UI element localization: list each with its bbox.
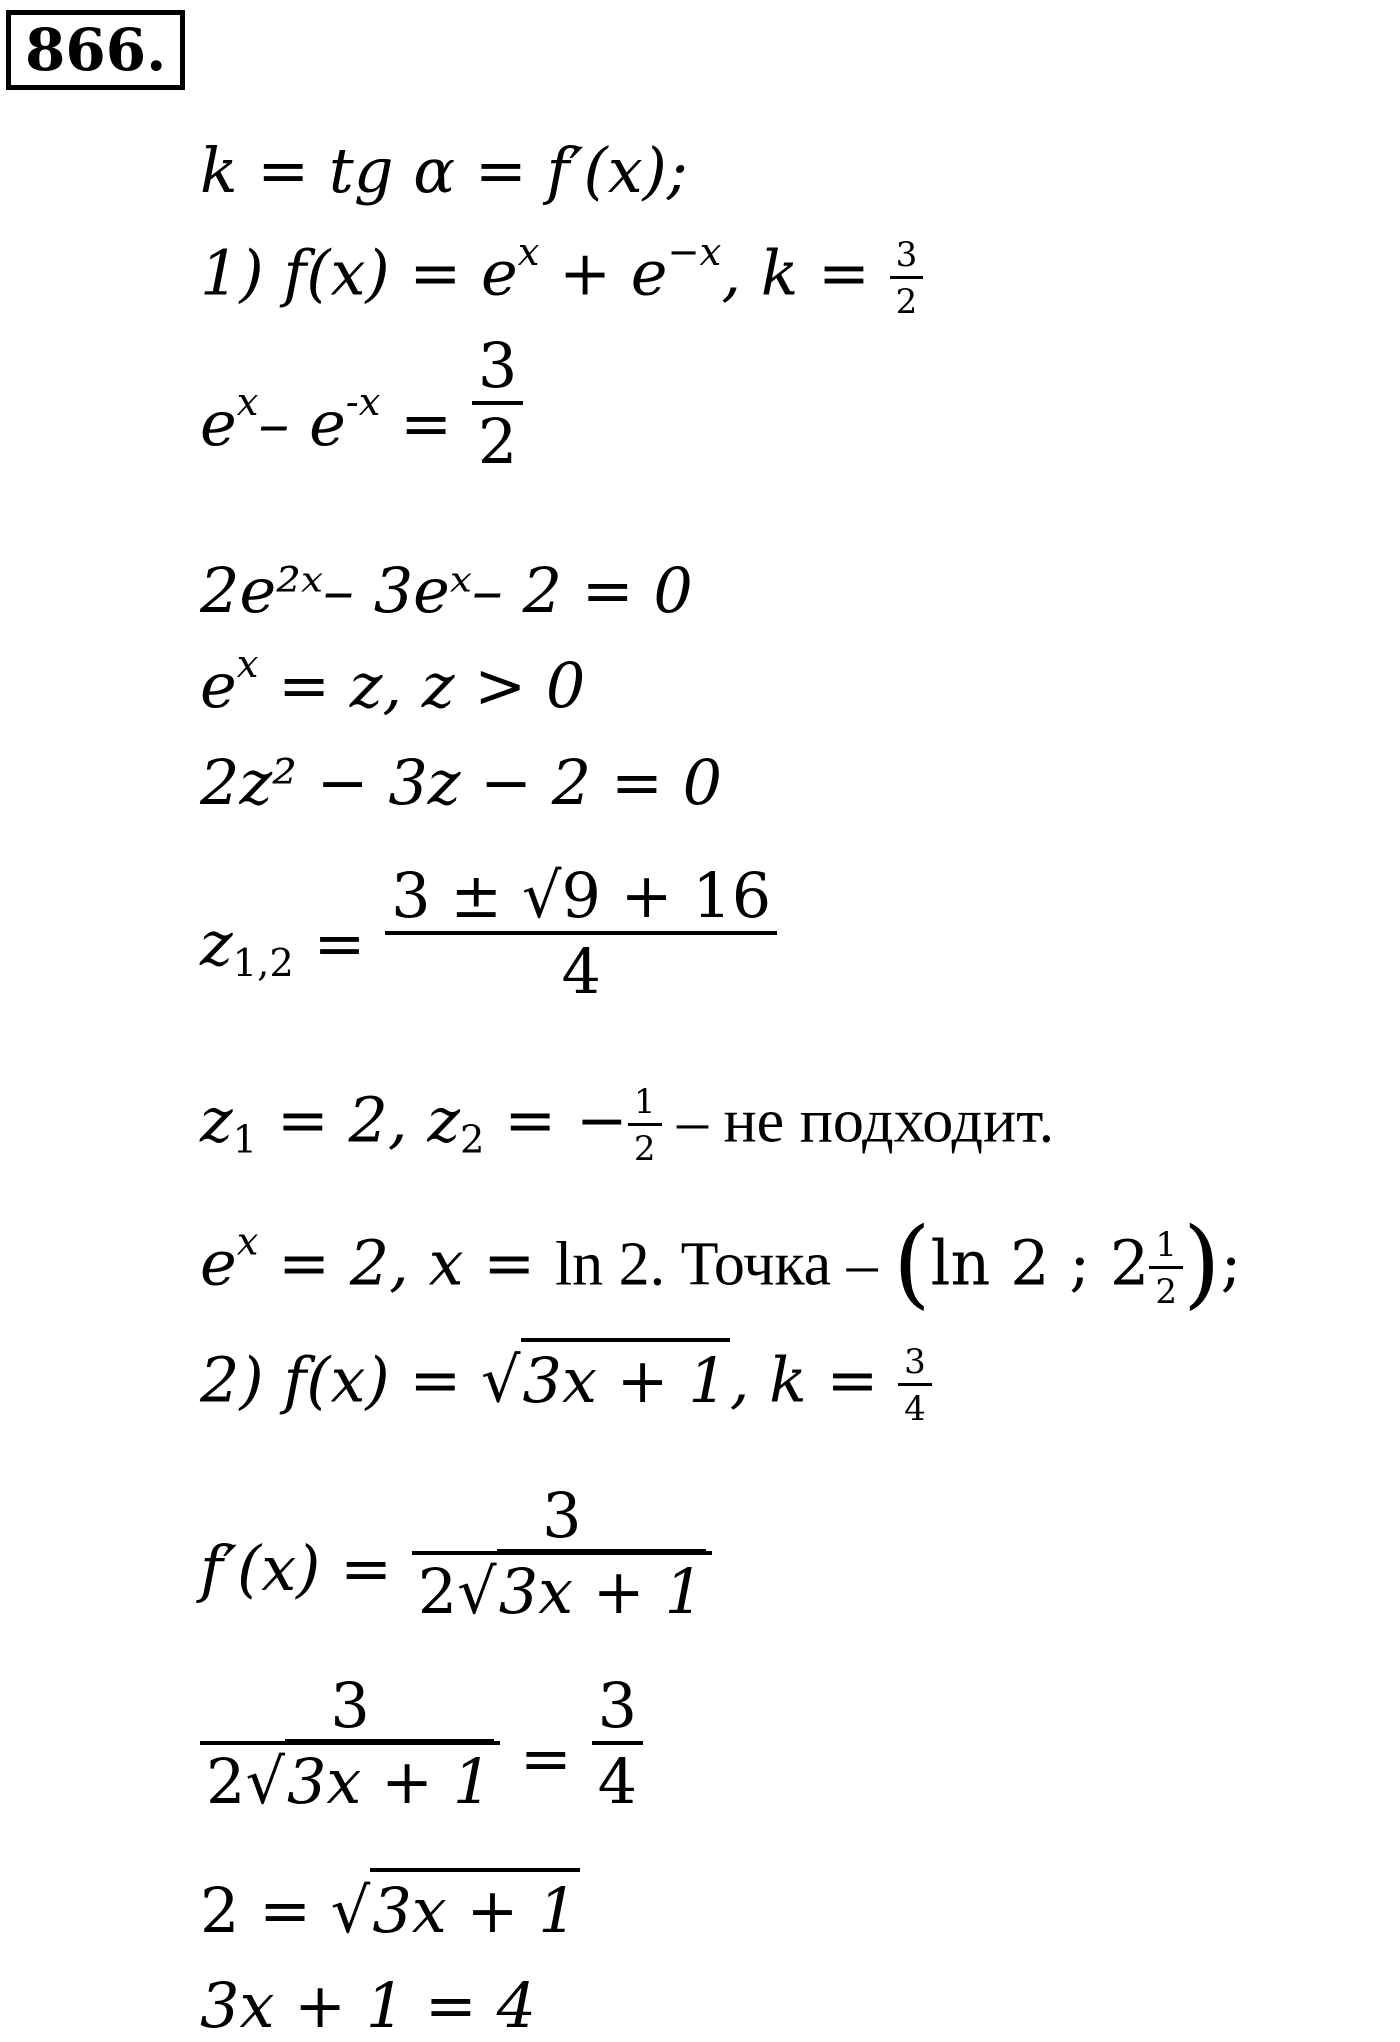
- fraction-denominator: 4: [904, 1389, 926, 1430]
- fraction-denominator: 4: [561, 935, 601, 1008]
- den-radicand: 3x + 1: [285, 1739, 494, 1818]
- line-point-answer: [200, 1207, 1242, 1319]
- line-exponential-quadratic: 2e²ˣ– 3eˣ– 2 = 0: [200, 554, 693, 627]
- fraction-numerator: 3: [898, 1345, 932, 1386]
- l2-exp2: −x: [667, 229, 722, 275]
- l9-exp: x: [236, 1219, 259, 1265]
- l7-sub: 1,2: [232, 940, 294, 986]
- fraction-3-4: [898, 1342, 932, 1430]
- fraction-numerator: 3: [890, 238, 924, 279]
- l8-eq: = −: [484, 1083, 628, 1157]
- fraction-numerator: 3: [412, 1485, 712, 1555]
- l13-radicand: 3x + 1: [370, 1868, 579, 1947]
- line-derivative-equation: [200, 329, 523, 478]
- fraction-1-2: [628, 1082, 662, 1170]
- line-linear-equation: 3x + 1 = 4: [200, 1969, 537, 2042]
- l11-head: f′(x) =: [200, 1532, 412, 1606]
- l10-head: 2) f(x) = √: [200, 1343, 521, 1417]
- l12-eq: =: [500, 1722, 592, 1796]
- fraction-numerator: 3 ± √9 + 16: [385, 865, 777, 935]
- fraction-left: [200, 1669, 500, 1818]
- l5-exp: x: [236, 642, 259, 688]
- line-substitution: [200, 642, 586, 722]
- l8-sub1: 1: [232, 1117, 258, 1163]
- line-equation-case-2: [200, 1669, 643, 1818]
- l9-point-coords: ln 2 ; 2: [930, 1226, 1150, 1300]
- fraction-numerator: 3: [472, 335, 523, 405]
- problem-number: 866.: [6, 10, 185, 90]
- line-slope-definition: k = tg α = f′(x);: [200, 134, 688, 207]
- l3-e: e: [200, 387, 237, 461]
- l2-head: 1) f(x) = e: [200, 236, 518, 310]
- line-root-values: [200, 1082, 1055, 1170]
- l7-eq: =: [293, 907, 386, 981]
- close-paren: ): [1183, 1207, 1221, 1319]
- l3-exp2: -x: [345, 380, 381, 426]
- l3-exp1: x: [236, 380, 259, 426]
- l8-mid: = 2, z: [257, 1083, 461, 1157]
- fraction-denominator: [200, 1745, 500, 1818]
- fraction-numerator: 1: [628, 1085, 662, 1126]
- den-radicand: 3x + 1: [497, 1549, 706, 1628]
- l5-rest: = z, z > 0: [258, 649, 586, 722]
- l8-sub2: 2: [460, 1117, 485, 1163]
- open-paren: (: [893, 1207, 931, 1319]
- line-quadratic-roots: [200, 859, 777, 1008]
- l2-k: , k =: [721, 236, 890, 310]
- fraction-3-2-large: [472, 329, 523, 478]
- fraction-denominator: 2: [1155, 1271, 1178, 1312]
- l13-head: 2 = √: [200, 1874, 371, 1947]
- fraction-1-2-point: [1149, 1224, 1183, 1312]
- fraction-denominator: 2: [633, 1129, 656, 1170]
- l10-radicand: 3x + 1: [521, 1338, 730, 1417]
- fraction-denominator: 2: [895, 282, 918, 323]
- line-root-equation: [200, 1874, 580, 1947]
- fraction-roots: [385, 859, 777, 1008]
- l9-mid: = 2, x =: [258, 1226, 555, 1300]
- l5-e: e: [200, 649, 237, 722]
- fraction-derivative: [412, 1479, 712, 1628]
- l10-k: , k =: [729, 1343, 899, 1417]
- fraction-numerator: 1: [1149, 1228, 1183, 1269]
- fraction-numerator: 3: [200, 1675, 500, 1745]
- line-case-1-function: [200, 229, 923, 323]
- l3-mid: – e: [258, 387, 346, 461]
- l9-point-label: ln 2. Точка –: [554, 1230, 894, 1299]
- l7-z: z: [200, 907, 233, 981]
- line-case-2-function: [200, 1342, 932, 1430]
- l2-exp1: x: [517, 229, 540, 275]
- den-prefix: 2√: [206, 1745, 285, 1818]
- l9-semicolon: ;: [1220, 1226, 1242, 1300]
- fraction-3-2: [890, 235, 924, 323]
- l8-z1: z: [200, 1083, 233, 1157]
- den-prefix: 2√: [417, 1555, 497, 1628]
- line-derivative-case-2: [200, 1479, 712, 1628]
- fraction-denominator: 2: [477, 405, 518, 478]
- l2-mid: + e: [539, 236, 668, 310]
- l9-e: e: [200, 1226, 237, 1300]
- line-quadratic-z: 2z² − 3z − 2 = 0: [200, 746, 723, 819]
- fraction-denominator: [412, 1555, 712, 1628]
- fraction-denominator: 4: [597, 1745, 638, 1818]
- l3-eq: =: [380, 387, 472, 461]
- fraction-numerator: 3: [592, 1675, 643, 1745]
- l8-comment: – не подходит.: [661, 1087, 1055, 1156]
- fraction-right: [592, 1669, 643, 1818]
